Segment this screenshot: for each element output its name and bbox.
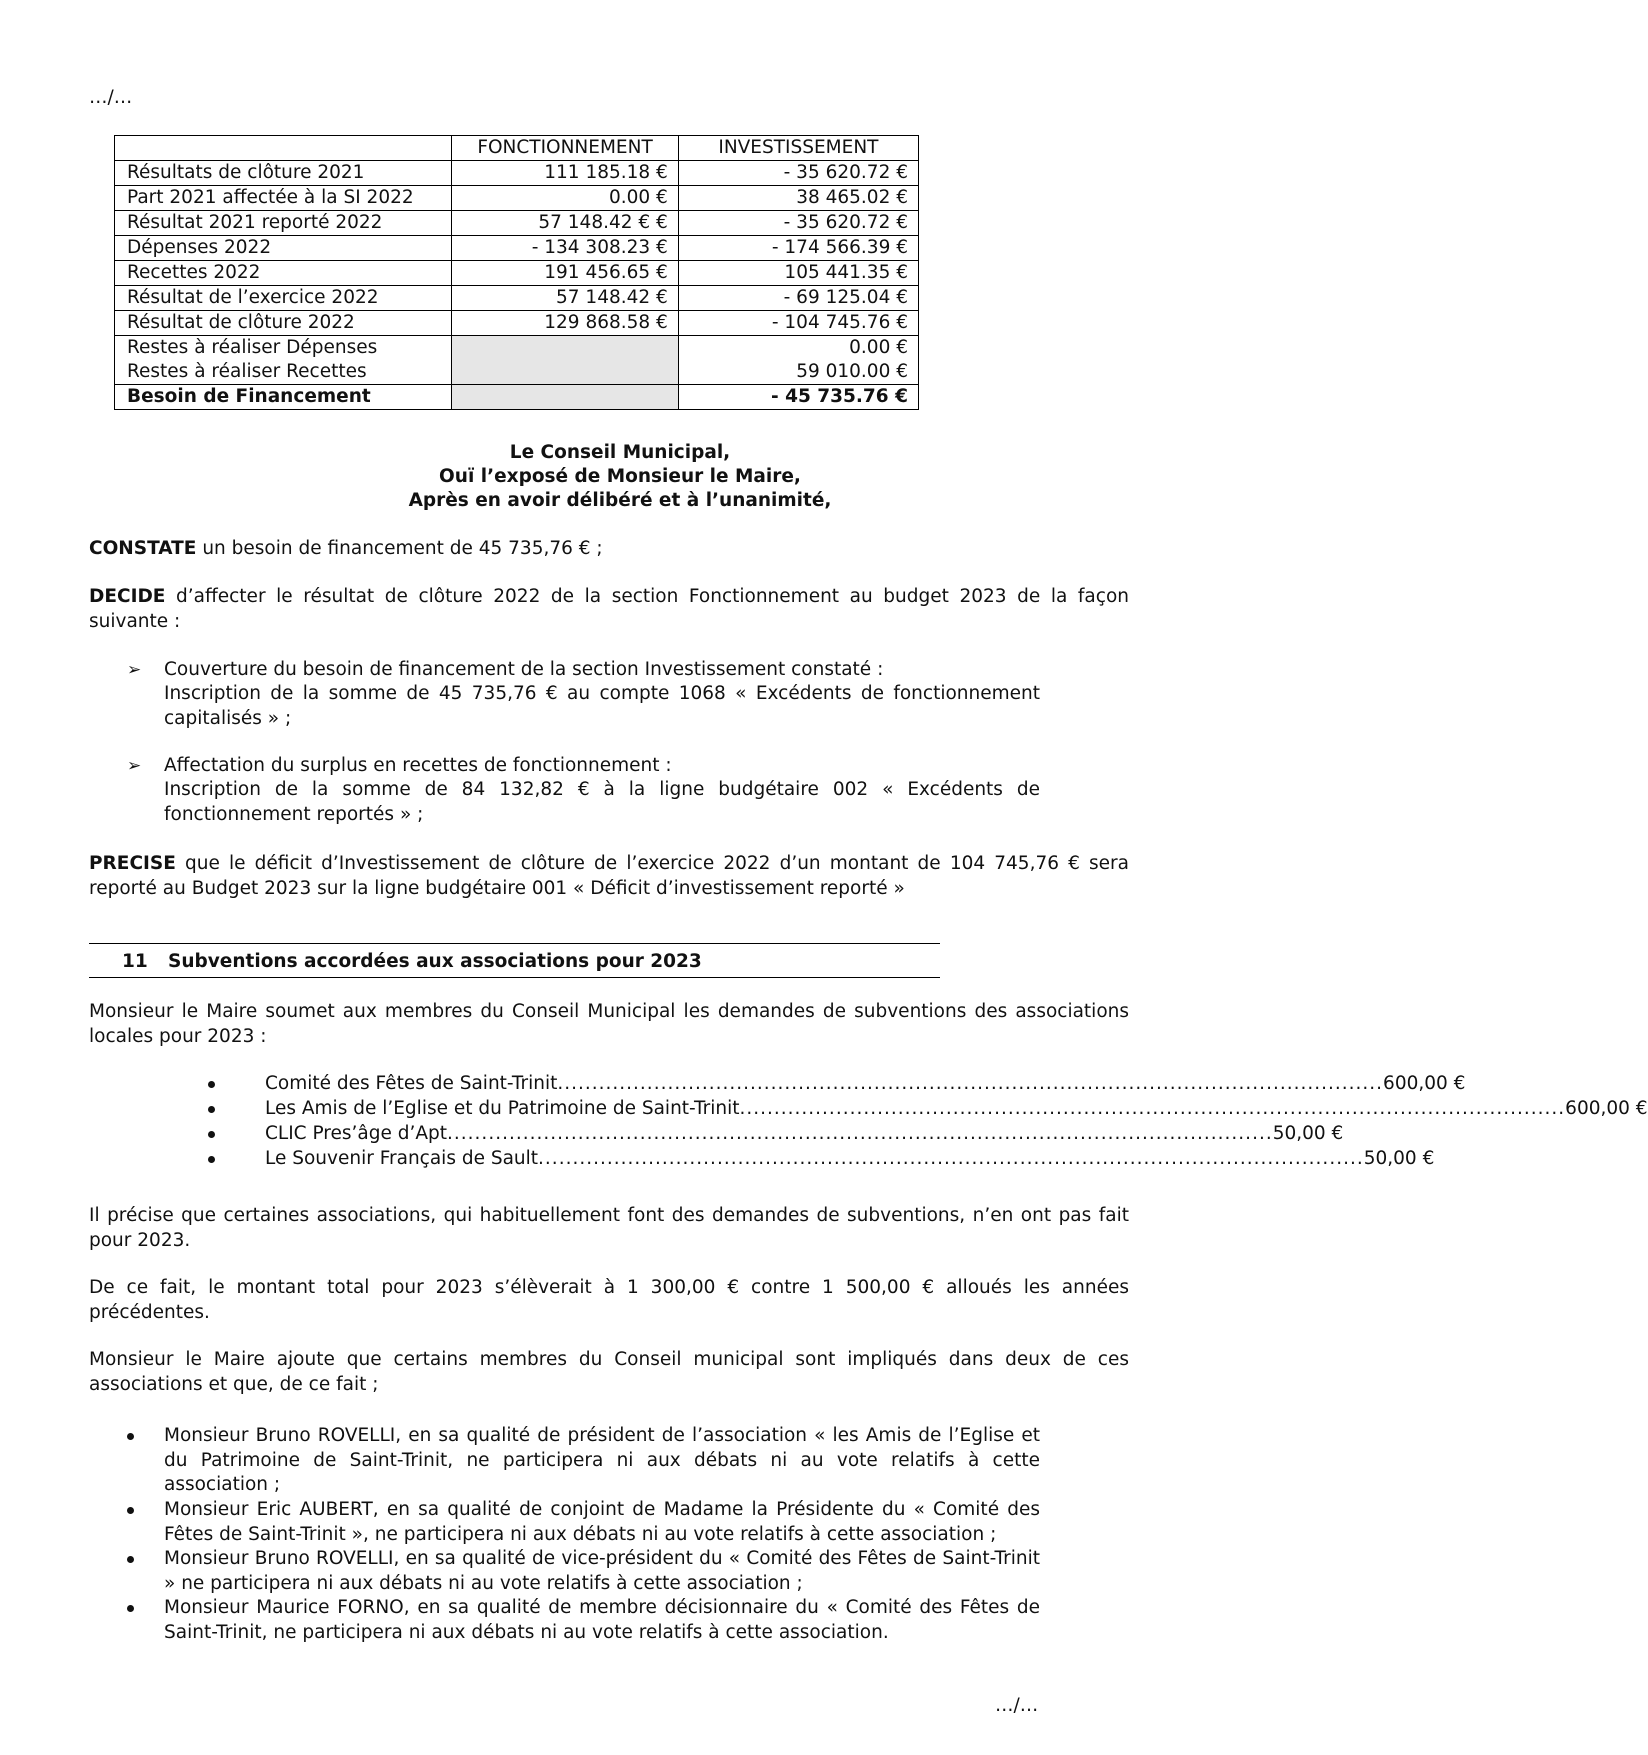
subvention-item (265, 1122, 1344, 1147)
table-row-besoin (115, 385, 919, 410)
financial-results-table (114, 135, 919, 410)
subvention-amount: 600,00 € (1383, 1073, 1466, 1094)
restes-values (678, 336, 918, 385)
dot-leader: ........................................................................................................................ (557, 1073, 1384, 1094)
investissement-value: 38 465.02 € (678, 186, 918, 211)
arrow-bullet-icon: ➢ (127, 660, 142, 680)
precise-keyword: PRECISE (89, 853, 176, 874)
point-1-detail: Inscription de la somme de 45 735,76 € au compte 1068 « Excédents de fonctionnement capitalisés » ; (164, 683, 1040, 729)
row-label: Part 2021 affectée à la SI 2022 (115, 186, 452, 211)
restes-recettes-label: Restes à réaliser Recettes (127, 361, 367, 382)
bullet-icon (208, 1081, 215, 1088)
table-row (115, 261, 919, 286)
table-row (115, 211, 919, 236)
arrow-bullet-icon: ➢ (127, 756, 142, 776)
section-title: Subventions accordées aux associations pour 2023 (168, 951, 702, 972)
point-2-title: Affectation du surplus en recettes de fonctionnement : (164, 755, 672, 776)
restes-depenses-label: Restes à réaliser Dépenses (127, 337, 378, 358)
subvention-item (265, 1072, 1466, 1097)
subvention-amount: 600,00 € (1565, 1098, 1648, 1119)
ajoute-paragraph: Monsieur le Maire ajoute que certains membres du Conseil municipal sont impliqués dans deux de ces associations et que, de ce fait ; (89, 1349, 1129, 1395)
member-item: Monsieur Eric AUBERT, en sa qualité de conjoint de Madame la Présidente du « Comité des Fêtes de Saint-Trinit », ne participera ni aux débats ni au vote relatifs à cette association ; (164, 1499, 1040, 1545)
col-investissement-header: INVESTISSEMENT (678, 136, 918, 161)
council-line-2: Ouï l’exposé de Monsieur le Maire, (439, 466, 801, 487)
investissement-value: - 69 125.04 € (678, 286, 918, 311)
fonctionnement-value: 57 148.42 € (452, 286, 679, 311)
footer-continuation: …/… (995, 1695, 1039, 1716)
constate-text: un besoin de financement de 45 735,76 € ; (196, 538, 603, 559)
precise-paragraph (89, 852, 1129, 901)
row-label: Résultat de l’exercice 2022 (115, 286, 452, 311)
member-item: Monsieur Bruno ROVELLI, en sa qualité de président de l’association « les Amis de l’Eglise et du Patrimoine de Saint-Trinit, ne participera ni aux débats ni au vote relatifs à cette association ; (164, 1425, 1040, 1495)
investissement-value: - 174 566.39 € (678, 236, 918, 261)
subvention-item (265, 1097, 1648, 1122)
restes-labels (115, 336, 452, 385)
subvention-amount: 50,00 € (1272, 1123, 1344, 1144)
table-header-row (115, 136, 919, 161)
dot-leader: ........................................................................................................................ (538, 1148, 1364, 1169)
subvention-item (265, 1147, 1435, 1172)
table-row (115, 236, 919, 261)
besoin-fonctionnement-empty (452, 385, 679, 410)
table-header-empty (115, 136, 452, 161)
point-1-title: Couverture du besoin de financement de la section Investissement constaté : (164, 659, 884, 680)
row-label: Résultats de clôture 2021 (115, 161, 452, 186)
subvention-name: Comité des Fêtes de Saint-Trinit (265, 1073, 558, 1094)
constate-paragraph (89, 537, 1129, 562)
bullet-icon (127, 1433, 134, 1440)
table-row-restes (115, 336, 919, 385)
fonctionnement-value: 57 148.42 € € (452, 211, 679, 236)
section-top-rule (89, 943, 940, 944)
table-row (115, 311, 919, 336)
subvention-name: Le Souvenir Français de Sault (265, 1148, 539, 1169)
row-label: Recettes 2022 (115, 261, 452, 286)
header-continuation: …/… (89, 87, 133, 108)
bullet-icon (127, 1605, 134, 1612)
member-item: Monsieur Maurice FORNO, en sa qualité de membre décisionnaire du « Comité des Fêtes de Saint-Trinit, ne participera ni aux débats ni au vote relatifs à cette association. (164, 1597, 1040, 1643)
decide-keyword: DECIDE (89, 586, 166, 607)
decide-paragraph (89, 585, 1129, 634)
bullet-icon (208, 1156, 215, 1163)
table-row (115, 186, 919, 211)
row-label: Résultat 2021 reporté 2022 (115, 211, 452, 236)
col-fonctionnement-header: FONCTIONNEMENT (452, 136, 679, 161)
bullet-icon (208, 1131, 215, 1138)
fonctionnement-value: 191 456.65 € (452, 261, 679, 286)
bullet-icon (127, 1556, 134, 1563)
investissement-value: - 35 620.72 € (678, 161, 918, 186)
member-item: Monsieur Bruno ROVELLI, en sa qualité de vice-président du « Comité des Fêtes de Saint-Trinit » ne participera ni aux débats ni au vote relatifs à cette association ; (164, 1548, 1040, 1594)
row-label: Dépenses 2022 (115, 236, 452, 261)
bullet-icon (208, 1106, 215, 1113)
council-line-1: Le Conseil Municipal, (509, 442, 731, 463)
fonctionnement-value: 111 185.18 € (452, 161, 679, 186)
table-row (115, 286, 919, 311)
fonctionnement-value: 129 868.58 € (452, 311, 679, 336)
investissement-value: - 104 745.76 € (678, 311, 918, 336)
precise-text: que le déficit d’Investissement de clôture de l’exercice 2022 d’un montant de 104 745,76 € sera reporté au Budget 2023 sur la ligne budgétaire 001 « Déficit d’investissement reporté » (89, 853, 1129, 899)
bullet-icon (127, 1507, 134, 1514)
dot-leader: ........................................................................................................................ (739, 1098, 1566, 1119)
point-2-detail: Inscription de la somme de 84 132,82 € à la ligne budgétaire 002 « Excédents de fonctionnement reportés » ; (164, 779, 1040, 825)
precise-associations-paragraph: Il précise que certaines associations, qui habituellement font des demandes de subventions, n’en ont pas fait pour 2023. (89, 1205, 1129, 1251)
decide-text: d’affecter le résultat de clôture 2022 de la section Fonctionnement au budget 2023 de la façon suivante : (89, 586, 1129, 632)
council-line-3: Après en avoir délibéré et à l’unanimité, (408, 490, 832, 511)
besoin-value: - 45 735.76 € (678, 385, 918, 410)
intro-paragraph: Monsieur le Maire soumet aux membres du Conseil Municipal les demandes de subventions des associations locales pour 2023 : (89, 1001, 1129, 1047)
table-row (115, 161, 919, 186)
subvention-name: CLIC Pres’âge d’Apt (265, 1123, 448, 1144)
subvention-amount: 50,00 € (1363, 1148, 1435, 1169)
subvention-name: Les Amis de l’Eglise et du Patrimoine de Saint-Trinit (265, 1098, 740, 1119)
besoin-label: Besoin de Financement (115, 385, 452, 410)
section-bottom-rule (89, 977, 940, 978)
fonctionnement-value: - 134 308.23 € (452, 236, 679, 261)
restes-depenses-value: 0.00 € (849, 337, 908, 358)
restes-recettes-value: 59 010.00 € (796, 361, 908, 382)
total-paragraph: De ce fait, le montant total pour 2023 s’élèverait à 1 300,00 € contre 1 500,00 € alloués les années précédentes. (89, 1277, 1129, 1323)
dot-leader: ........................................................................................................................ (447, 1123, 1273, 1144)
investissement-value: - 35 620.72 € (678, 211, 918, 236)
restes-fonctionnement-empty (452, 336, 679, 385)
row-label: Résultat de clôture 2022 (115, 311, 452, 336)
section-number: 11 (122, 951, 148, 972)
investissement-value: 105 441.35 € (678, 261, 918, 286)
fonctionnement-value: 0.00 € (452, 186, 679, 211)
constate-keyword: CONSTATE (89, 538, 197, 559)
